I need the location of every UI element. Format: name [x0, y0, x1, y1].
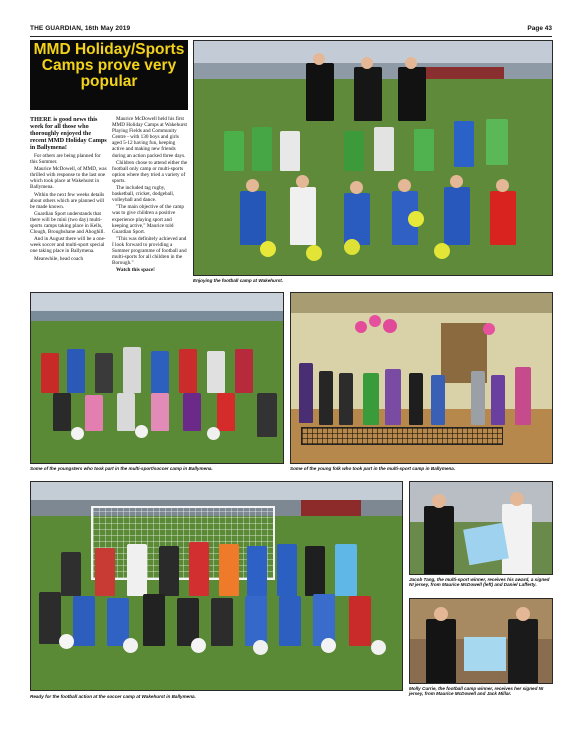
story-paragraph: Children chose to attend either the football only camp or multi-sports option where they tried a variety of sports.	[112, 159, 188, 184]
story-paragraph: "This was definitely achieved and I look forward to providing a Summer programme of football and multi-sports for all children in the Borough."	[112, 235, 187, 267]
photo-multi-sport-soccer-group	[30, 292, 284, 464]
story-paragraph: The included tag rugby, basketball, cricket, dodgeball, volleyball and dance.	[112, 185, 175, 204]
story-signoff: Watch this space!	[116, 267, 155, 274]
photo-football-camp-group	[193, 40, 553, 276]
headline: MMD Holiday/Sports Camps prove very popular	[33, 41, 185, 90]
photo-soccer-camp-goal-group	[30, 481, 403, 691]
story-paragraph: Meanwhile, head coach	[34, 255, 84, 262]
story-paragraph: Maurice McDowell held his first MMD Holiday Camps at Wakehurst Playing Fields and Community Centre - with 130 boys and girls aged 5-12 having fun, keeping active and making new friends during an action packed three days.	[112, 116, 187, 159]
photo-molly-currie-award	[409, 598, 553, 684]
photo-caption: Molly Currie, the football camp winner, receives her signed NI jersey, from Maurice McDowell and Jack Millar.	[409, 686, 544, 697]
story-paragraph: Maurice McDowell, of MMD, was thrilled with response to the last one which took place at Wakehurst in Ballymena.	[30, 166, 107, 191]
photo-caption: Some of the young folk who took part in the multi-sport camp in Ballymena.	[290, 466, 456, 471]
photo-caption: Enjoying the football camp at Wakehurst.	[193, 278, 284, 283]
story-paragraph: Guardian Sport understands that there will be mini (two day) multi-sports camps taking place in Kells, Clough, Broughshane and Ahoghill.	[30, 210, 105, 236]
photo-caption: Ready for the football action at the soccer camp at Wakehurst in Ballymena.	[30, 694, 196, 699]
story-paragraph: Within the next few weeks details about others which are planned will be made known.	[30, 191, 105, 210]
story-column-1	[30, 116, 108, 263]
page-number: Page 43	[527, 25, 552, 32]
photo-jacob-tang-award	[409, 481, 553, 575]
photo-indoor-hall-group	[290, 292, 553, 464]
story-paragraph: "The main objective of the camp was to give children a positive experience playing sport and keeping active," Maurice told Guardian Sport.	[112, 204, 184, 235]
photo-caption: Jacob Tang, the multi-sport winner, receives his award, a signed NI jersey, from Maurice McDowell (left) and Daniel Lafferty.	[409, 577, 550, 588]
story-lead: THERE is good news this week for all those who thoroughly enjoyed the recent MMD Holiday Camps in Ballymena!	[30, 116, 107, 151]
photo-caption: Some of the youngsters who took part in the multi-sport/soccer camp in Ballymena.	[30, 466, 213, 471]
story-column-2	[112, 116, 188, 274]
story-paragraph: For others are being planned for this Summer.	[30, 153, 101, 166]
newspaper-dateline: THE GUARDIAN, 16th May 2019	[30, 25, 131, 32]
story-paragraph: And in August there will be a one-week soccer and multi-sport special one taking place in Ballymena.	[30, 236, 106, 255]
